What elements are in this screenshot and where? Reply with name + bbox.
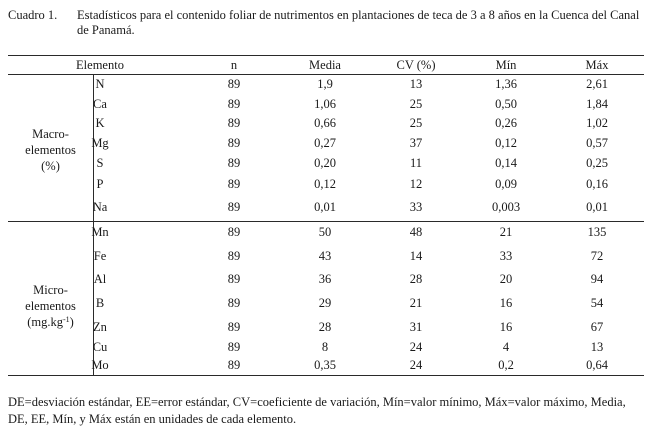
- cell-media: 28: [318, 320, 332, 334]
- cell-media: 36: [318, 272, 332, 286]
- cell-media: 0,66: [314, 116, 336, 130]
- cell-element: Cu: [92, 340, 108, 354]
- cell-element: Mo: [91, 358, 109, 372]
- cell-max: 0,57: [586, 136, 608, 150]
- cell-min: 0,14: [495, 156, 517, 170]
- footnote-line-2: DE, EE, Mín, y Máx están en unidades de cada elemento.: [8, 412, 297, 426]
- cell-element: P: [96, 177, 104, 191]
- unit-exponent: -1: [62, 315, 70, 324]
- group-divider-rule: [8, 221, 644, 222]
- cell-n: 89: [227, 200, 241, 214]
- cell-element: Fe: [93, 249, 107, 263]
- col-header-media: Media: [309, 58, 341, 72]
- cell-n: 89: [227, 272, 241, 286]
- cell-media: 0,12: [314, 177, 336, 191]
- cell-cv: 25: [409, 116, 423, 130]
- cell-media: 8: [321, 340, 329, 354]
- col-header-cv: CV (%): [396, 58, 436, 72]
- group-label-unit: [8, 314, 93, 330]
- unit-base: (mg.kg: [27, 315, 63, 329]
- table-bottom-rule: [8, 375, 644, 376]
- cell-cv: 14: [409, 249, 423, 263]
- footnote-line-1: DE=desviación estándar, EE=error estándar, CV=coeficiente de variación, Mín=valor mínimo, Máx=valor máximo, Media,: [8, 395, 626, 409]
- cell-max: 0,64: [586, 358, 608, 372]
- cell-min: 0,09: [495, 177, 517, 191]
- cell-min: 0,003: [491, 200, 521, 214]
- cell-element: K: [95, 116, 105, 130]
- col-header-max: Máx: [585, 58, 609, 72]
- cell-element: Zn: [93, 320, 107, 334]
- cell-max: 67: [590, 320, 604, 334]
- cell-min: 16: [499, 296, 513, 310]
- cell-min: 16: [499, 320, 513, 334]
- cell-max: 1,84: [586, 97, 608, 111]
- cell-min: 0,12: [495, 136, 517, 150]
- group-label-macro: [8, 126, 93, 174]
- cell-n: 89: [227, 116, 241, 130]
- cell-element: Ca: [93, 97, 107, 111]
- cell-n: 89: [227, 249, 241, 263]
- cell-media: 0,01: [314, 200, 336, 214]
- cell-media: 1,9: [317, 77, 333, 91]
- unit-close: ): [69, 315, 74, 329]
- cell-media: 0,35: [314, 358, 336, 372]
- cell-n: 89: [227, 225, 241, 239]
- col-header-n: n: [230, 58, 238, 72]
- cell-min: 0,2: [498, 358, 514, 372]
- cell-element: Mg: [91, 136, 109, 150]
- cell-element: Al: [93, 272, 107, 286]
- cell-element: Mn: [91, 225, 109, 239]
- cell-min: 1,36: [495, 77, 517, 91]
- footnote: [8, 394, 648, 428]
- cell-min: 21: [499, 225, 513, 239]
- cell-element: Na: [92, 200, 108, 214]
- cell-element: N: [95, 77, 105, 91]
- cell-max: 135: [587, 225, 607, 239]
- cell-min: 20: [499, 272, 513, 286]
- cell-min: 0,50: [495, 97, 517, 111]
- cell-max: 0,01: [586, 200, 608, 214]
- cell-min: 4: [502, 340, 510, 354]
- cell-cv: 12: [409, 177, 423, 191]
- cell-max: 13: [590, 340, 604, 354]
- cell-cv: 48: [409, 225, 423, 239]
- caption-text: Estadísticos para el contenido foliar de nutrimentos en plantaciones de teca de 3 a 8 años en la Cuenca del Canal de Panamá.: [77, 8, 640, 37]
- cell-cv: 21: [409, 296, 423, 310]
- table-top-rule: [8, 55, 644, 56]
- caption-label: Cuadro 1.: [8, 8, 58, 22]
- cell-max: 94: [590, 272, 604, 286]
- group-label-line: (%): [41, 159, 60, 173]
- cell-media: 29: [318, 296, 332, 310]
- cell-media: 50: [318, 225, 332, 239]
- cell-cv: 31: [409, 320, 423, 334]
- cell-max: 72: [590, 249, 604, 263]
- header-bottom-rule: [8, 74, 644, 75]
- cell-media: 0,27: [314, 136, 336, 150]
- cell-cv: 11: [409, 156, 423, 170]
- cell-media: 0,20: [314, 156, 336, 170]
- cell-max: 0,25: [586, 156, 608, 170]
- cell-max: 54: [590, 296, 604, 310]
- cell-element: B: [95, 296, 105, 310]
- cell-min: 33: [499, 249, 513, 263]
- cell-n: 89: [227, 320, 241, 334]
- cell-cv: 33: [409, 200, 423, 214]
- col-header-min: Mín: [495, 58, 517, 72]
- group-label-line: Micro-: [33, 283, 68, 297]
- col-header-elemento: Elemento: [76, 58, 124, 72]
- cell-cv: 37: [409, 136, 423, 150]
- cell-max: 2,61: [586, 77, 608, 91]
- cell-max: 0,16: [586, 177, 608, 191]
- cell-media: 1,06: [314, 97, 336, 111]
- cell-cv: 24: [409, 340, 423, 354]
- cell-n: 89: [227, 136, 241, 150]
- cell-cv: 25: [409, 97, 423, 111]
- cell-n: 89: [227, 177, 241, 191]
- cell-cv: 28: [409, 272, 423, 286]
- cell-n: 89: [227, 77, 241, 91]
- cell-n: 89: [227, 156, 241, 170]
- cell-n: 89: [227, 340, 241, 354]
- cell-min: 0,26: [495, 116, 517, 130]
- cell-cv: 24: [409, 358, 423, 372]
- group-label-line: elementos: [25, 143, 76, 157]
- group-label-micro: [8, 282, 93, 330]
- group-label-line: elementos: [25, 299, 76, 313]
- cell-n: 89: [227, 296, 241, 310]
- cell-n: 89: [227, 97, 241, 111]
- cell-cv: 13: [409, 77, 423, 91]
- cell-element: S: [96, 156, 104, 170]
- group-label-line: Macro-: [32, 127, 69, 141]
- cell-media: 43: [318, 249, 332, 263]
- cell-n: 89: [227, 358, 241, 372]
- cell-max: 1,02: [586, 116, 608, 130]
